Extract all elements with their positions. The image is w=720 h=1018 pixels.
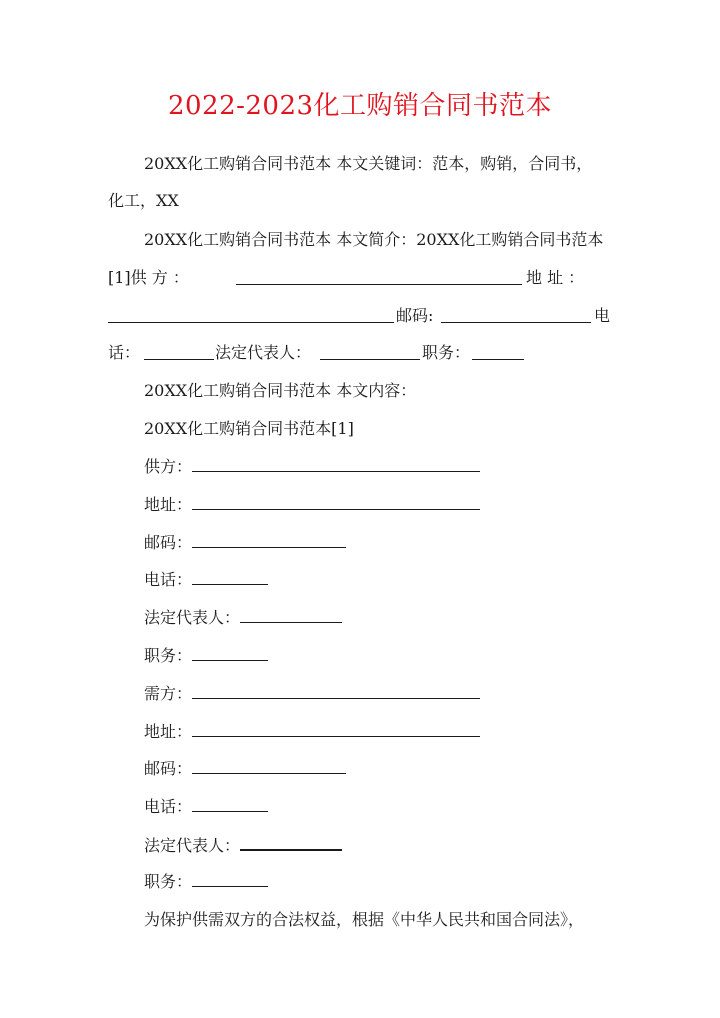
summary-postcode-blank [441, 306, 591, 323]
buyer-party-blank [192, 682, 480, 699]
supplier-postcode-row [144, 531, 346, 555]
supplier-address-label: 地址： [144, 495, 193, 514]
supplier-position-label: 职务： [144, 646, 193, 665]
buyer-address-label: 地址： [144, 722, 193, 741]
summary-rep-blank [320, 343, 420, 360]
summary-phone-label-start: 电 [594, 306, 611, 325]
buyer-rep-label: 法定代表人： [144, 836, 241, 855]
summary-line-1: 20XX化工购销合同书范本 本文简介：20XX化工购销合同书范本 [144, 230, 604, 249]
buyer-postcode-label: 邮码： [144, 759, 193, 778]
buyer-postcode-row [144, 757, 346, 781]
buyer-address-blank [192, 720, 480, 737]
buyer-phone-label: 电话： [144, 797, 193, 816]
buyer-party-row [144, 682, 480, 706]
supplier-phone-blank [192, 568, 268, 585]
summary-line-2 [108, 266, 612, 290]
supplier-rep-row [144, 606, 342, 630]
summary-address-blank [108, 306, 394, 323]
summary-supplier-label: [1]供 方 ： [108, 268, 189, 287]
supplier-phone-label: 电话： [144, 570, 193, 589]
summary-postcode-label: 邮码: [396, 306, 434, 325]
supplier-party-label: 供方： [144, 457, 193, 476]
buyer-party-label: 需方： [144, 684, 193, 703]
summary-position-label: 职务： [422, 343, 471, 362]
buyer-position-label: 职务： [144, 872, 193, 891]
buyer-phone-row [144, 795, 268, 819]
content-subheading: 20XX化工购销合同书范本[1] [144, 419, 354, 438]
buyer-postcode-blank [192, 757, 346, 774]
buyer-address-row [144, 720, 480, 744]
supplier-party-row [144, 455, 480, 479]
summary-position-blank [472, 343, 524, 360]
buyer-rep-row [144, 833, 342, 858]
summary-address-label: 地 址 ： [526, 268, 585, 287]
supplier-postcode-label: 邮码： [144, 533, 193, 552]
supplier-rep-blank [240, 606, 342, 623]
closing-paragraph: 为保护供需双方的合法权益，根据《中华人民共和国合同法》， [144, 910, 585, 929]
supplier-address-row [144, 493, 480, 517]
supplier-address-blank [192, 493, 480, 510]
buyer-position-row [144, 870, 268, 894]
document-title: 2022-2023化工购销合同书范本 [167, 91, 553, 121]
supplier-position-row [144, 644, 268, 668]
content-heading: 20XX化工购销合同书范本 本文内容： [144, 381, 417, 400]
supplier-position-blank [192, 644, 268, 661]
supplier-rep-label: 法定代表人： [144, 608, 241, 627]
buyer-rep-blank [240, 833, 342, 851]
summary-supplier-blank [236, 268, 522, 285]
keywords-line-1: 20XX化工购销合同书范本 本文关键词：范本，购销，合同书， [144, 154, 593, 173]
supplier-phone-row [144, 568, 268, 592]
buyer-position-blank [192, 870, 268, 887]
keywords-line-2: 化工，XX [108, 191, 179, 210]
buyer-phone-blank [192, 795, 268, 812]
summary-phone-label-end: 话： [108, 343, 141, 362]
summary-phone-blank [144, 343, 214, 360]
supplier-party-blank [192, 455, 480, 472]
supplier-postcode-blank [192, 531, 346, 548]
summary-line-4 [108, 341, 612, 365]
summary-rep-label: 法定代表人： [215, 343, 312, 362]
